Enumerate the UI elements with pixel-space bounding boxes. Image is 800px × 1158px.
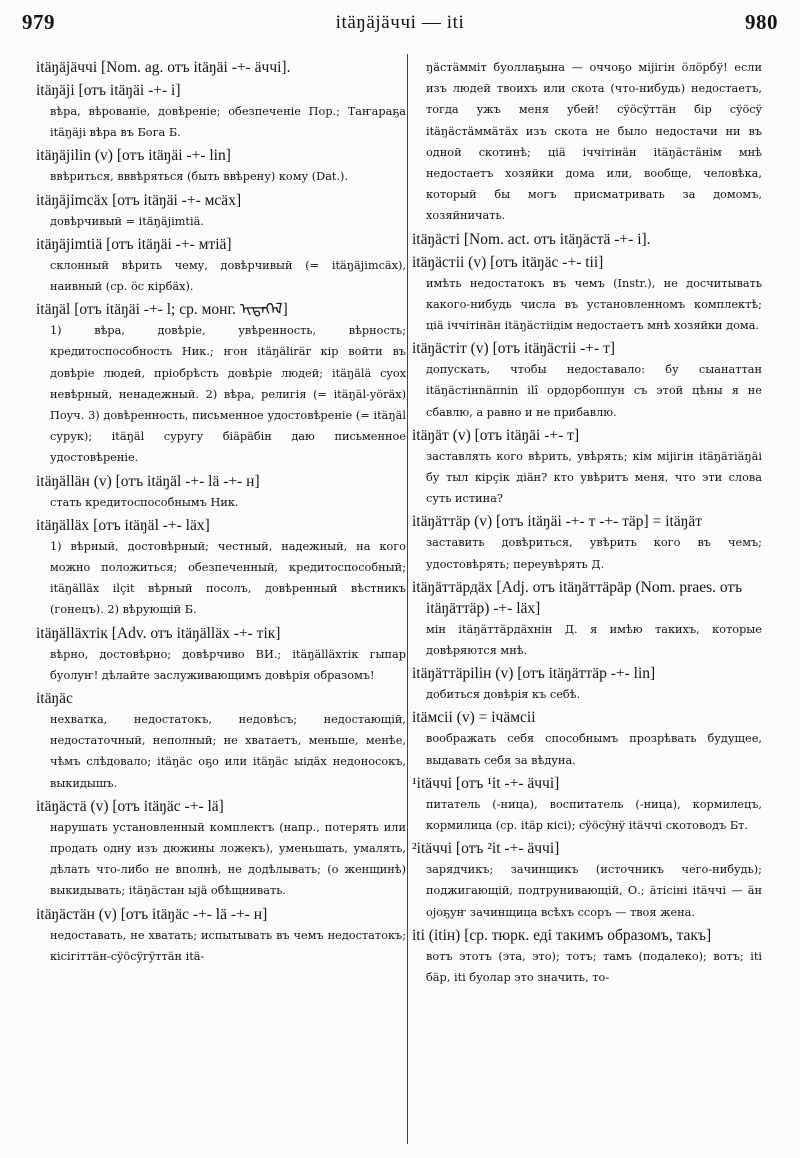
entry-headword: itäŋäстiт (v) [отъ itäŋäстii -+- т] [412, 340, 616, 358]
entry-definition: склонный вѣрить чему, довѣрчивый (= itäŋäjimсäx), наивный (ср. öс кiрбäx). [50, 258, 406, 294]
entry-definition: вотъ этотъ (эта, это); тотъ; тамъ (подалеко); вотъ; iti бäр, iti буолар это значить, то- [426, 949, 762, 985]
entry-headword: itäŋäl [отъ itäŋäi -+- l; ср. монг. ᠢᠲᠡᠭᠡᠯ] [36, 301, 288, 319]
entry-definition: стать кредитоспособнымъ Ник. [50, 495, 239, 509]
entry-headword: itäŋäстä (v) [отъ itäŋäс -+- lä] [36, 797, 224, 815]
page-number-right: 980 [745, 10, 778, 34]
entry [36, 796, 406, 902]
entry [36, 234, 406, 297]
right-column [412, 57, 762, 1152]
entry-definition: зарядчикъ; зачинщикъ (источникъ чего-нибудь); поджигающій, подтрунивающій, О.; äтiсiнi itäччi — äн оjоҕуҥ зачинщица всѣхъ ссоръ — твоя жена. [426, 863, 762, 919]
entry-headword: itäŋäс [36, 690, 73, 708]
entry-headword: itäŋäjimtiä [отъ itäŋäi -+- мтiä] [36, 235, 232, 253]
entry-definition: нехватка, недостатокъ, недовѣсъ; недостающій, недостаточный, неполный; не хватаетъ, меньше, менѣе, чѣмъ слѣдовало; itäŋäс оҕо или itäŋäс ыiдäх недоносокъ, выкидышъ. [50, 713, 406, 790]
entry-definition: воображать себя способнымъ прозрѣвать будущее, выдавать себя за вѣдуна. [426, 732, 762, 767]
entry [36, 80, 406, 143]
entry-definition: ŋäстäммiт буоллаҕына — оччоҕо мiјiгiн öлöрбӱ! если изъ людей твоихъ или скота (что-нибудь) недостаетъ, тогда ужъ меня убей! сÿöсÿттäн бір сÿöсÿ itäŋäстäммäтäх изъ скота не было недостачи ни въ одной скотинѣ; ціä iччiтiнäн itäŋäстäнiм мнѣ недостаетъ хозяйки дома или, вообще, человѣка, который бы могъ присматривать за домомъ, хозяйничать. [426, 61, 762, 223]
entry-headword: ²itäччi [отъ ²it -+- äччi] [412, 840, 560, 858]
left-column [36, 57, 406, 1152]
entry-headword: ¹itäччi [отъ ¹it -+- äччi] [412, 774, 560, 792]
entry-definition: допускать, чтобы недоставало: бу сыанаттан itäŋäстiнnäпnin ilî ордорбоппун съ этой цѣны я не сбавлю, а равно и не прибавлю. [426, 363, 762, 419]
entry-headword: itäŋäji [отъ itäŋäi -+- i] [36, 82, 181, 99]
entry [36, 688, 406, 794]
entry-definition: нарушать установленный комплектъ (напр., потерять или продать одну изъ дюжины ложекъ), уменьшать, умалять, дѣлать что-либо не вполнѣ, не додѣлывать; (о женщинѣ) выкидывать; itäŋäстан ыjä обѣщнивать. [50, 820, 406, 898]
entry [36, 623, 406, 686]
entry [36, 57, 406, 78]
entry-headword: itäŋäjilin (v) [отъ itäŋäi -+- lin] [36, 147, 231, 165]
entry-definition: добиться довѣрія къ себѣ. [426, 688, 581, 702]
entry-headword: itäмсii (v) = iчäмсii [412, 709, 536, 727]
entry-definition: вѣрно, достовѣрно; довѣрчиво ВИ.; itäŋälläxтiк гыпар буолуҥ! дѣлайте заслуживающимъ довѣрія образомъ! [50, 647, 406, 682]
entry-definition: питатель (-ница), воспитатель (-ница), кормилецъ, кормилица (ср. itäр кiсi); сÿöсÿнÿ itäччi скотоводъ Бт. [426, 797, 762, 833]
entry [36, 145, 406, 187]
entry-headword: itäŋäттäрдäx [Adj. отъ itäŋäттäрäр (Nom. praes. отъ itäŋäттäр) -+- läx] [412, 578, 743, 617]
entry [36, 471, 406, 513]
entry-headword: itäŋäт (v) [отъ itäŋäi -+- т] [412, 426, 580, 444]
entry [412, 773, 762, 836]
entry [412, 663, 762, 705]
entry-headword: itäŋäjimсäx [отъ itäŋäi -+- мсäx] [36, 191, 242, 209]
entry [412, 577, 762, 661]
entry-headword: itäŋäттäр (v) [отъ itäŋäi -+- т -+- тäр] = itäŋäт [412, 513, 703, 531]
entry [412, 707, 762, 770]
entry-definition: недоставать, не хватать; испытывать въ чемъ недостатокъ; кiсiгiттäн-сÿöсÿгÿттäн itä- [50, 928, 406, 963]
entry-headword: itäŋäjäччi [Nom. ag. отъ itäŋäi -+- äччi]. [36, 59, 291, 76]
entry [412, 252, 762, 337]
entry-definition: 1) вѣрный, достовѣрный; честный, надежный, на кого можно положиться; обезпеченный, кредитоспособный; itäŋälläx ilçit вѣрный посолъ, довѣренный вѣстникъ (гонецъ). 2) вѣрующій Б. [50, 539, 406, 617]
entry-definition: заставить довѣриться, увѣрить кого въ чемъ; удостовѣрять; переувѣрять Д. [426, 536, 762, 571]
entry-headword: itäŋälläxтiк [Adv. отъ itäŋälläx -+- тiк] [36, 624, 281, 642]
entry-headword: itäŋälläн (v) [отъ itäŋäl -+- lä -+- н] [36, 472, 260, 490]
entry-headword: iti (itiн) [ср. тюрк. едi такимъ образомъ, такъ] [412, 926, 712, 944]
entry [412, 838, 762, 923]
entry [412, 425, 762, 510]
entry [412, 229, 762, 250]
entry [412, 925, 762, 988]
entry-definition: вѣра, вѣрованіе, довѣреніе; обезпеченіе Пор.; Таҥараҕа itäŋäji вѣра въ Бога Б. [50, 105, 406, 140]
entry-definition: 1) вѣра, довѣріе, увѣренность, вѣрность; кредитоспособность Ник.; ҥон itäŋälirär кiр войти въ довѣріе людей, пріобрѣсть довѣріе людей; itäŋälä сyox невѣрный, ненадежный. 2) вѣра, религія (= itäŋäl-yöräx) Поуч. 3) довѣренность, письменное удостовѣреніе (= itäŋäl сурук); itäŋäl суругу біäрäбiн даю письменное удостовѣреніе. [50, 324, 406, 465]
entry-continuation [412, 57, 762, 227]
entry-definition: ввѣриться, вввѣряться (быть ввѣрену) кому (Dat.). [50, 170, 349, 184]
entry [412, 511, 762, 574]
entry [412, 338, 762, 423]
entry [36, 515, 406, 621]
entry-definition: мiн itäŋäттäрдäxнiн Д. я имѣю такихъ, которые довѣряются мнѣ. [426, 622, 762, 658]
entry-definition: заставлять кого вѣрить, увѣрять; кiм мijiгiн itäŋäтiäŋäi бу тыл кiрçiк дiäн? кто увѣритъ меня, что эти слова суть истина? [426, 449, 762, 506]
page-header [22, 10, 778, 40]
entry [36, 904, 406, 967]
entry-headword: itäŋäстäн (v) [отъ itäŋäс -+- lä -+- н] [36, 905, 268, 923]
column-divider [407, 54, 408, 1144]
entry-definition: довѣрчивый = itäŋäjimtiä. [50, 214, 204, 228]
entry-headword: itäŋäттäрiliн (v) [отъ itäŋäттäр -+- lin] [412, 665, 656, 683]
entry-headword: itäŋälläx [отъ itäŋäl -+- läx] [36, 516, 210, 534]
entry-headword: itäŋäстi [Nom. act. отъ itäŋäстä -+- i]. [412, 230, 651, 248]
entry-headword: itäŋäстii (v) [отъ itäŋäс -+- tii] [412, 253, 604, 271]
entry-definition: имѣть недостатокъ въ чемъ (Instr.), не досчитывать какого-нибудь числа въ установленномъ комплектѣ; ціä iччiтiнäн itäŋäстiiдiм недостаетъ мнѣ хозяйки дома. [426, 276, 762, 333]
entry [36, 190, 406, 232]
page-number-left: 979 [22, 10, 55, 34]
running-title: itäŋäjäччi — iti [335, 12, 465, 33]
entry [36, 299, 406, 468]
